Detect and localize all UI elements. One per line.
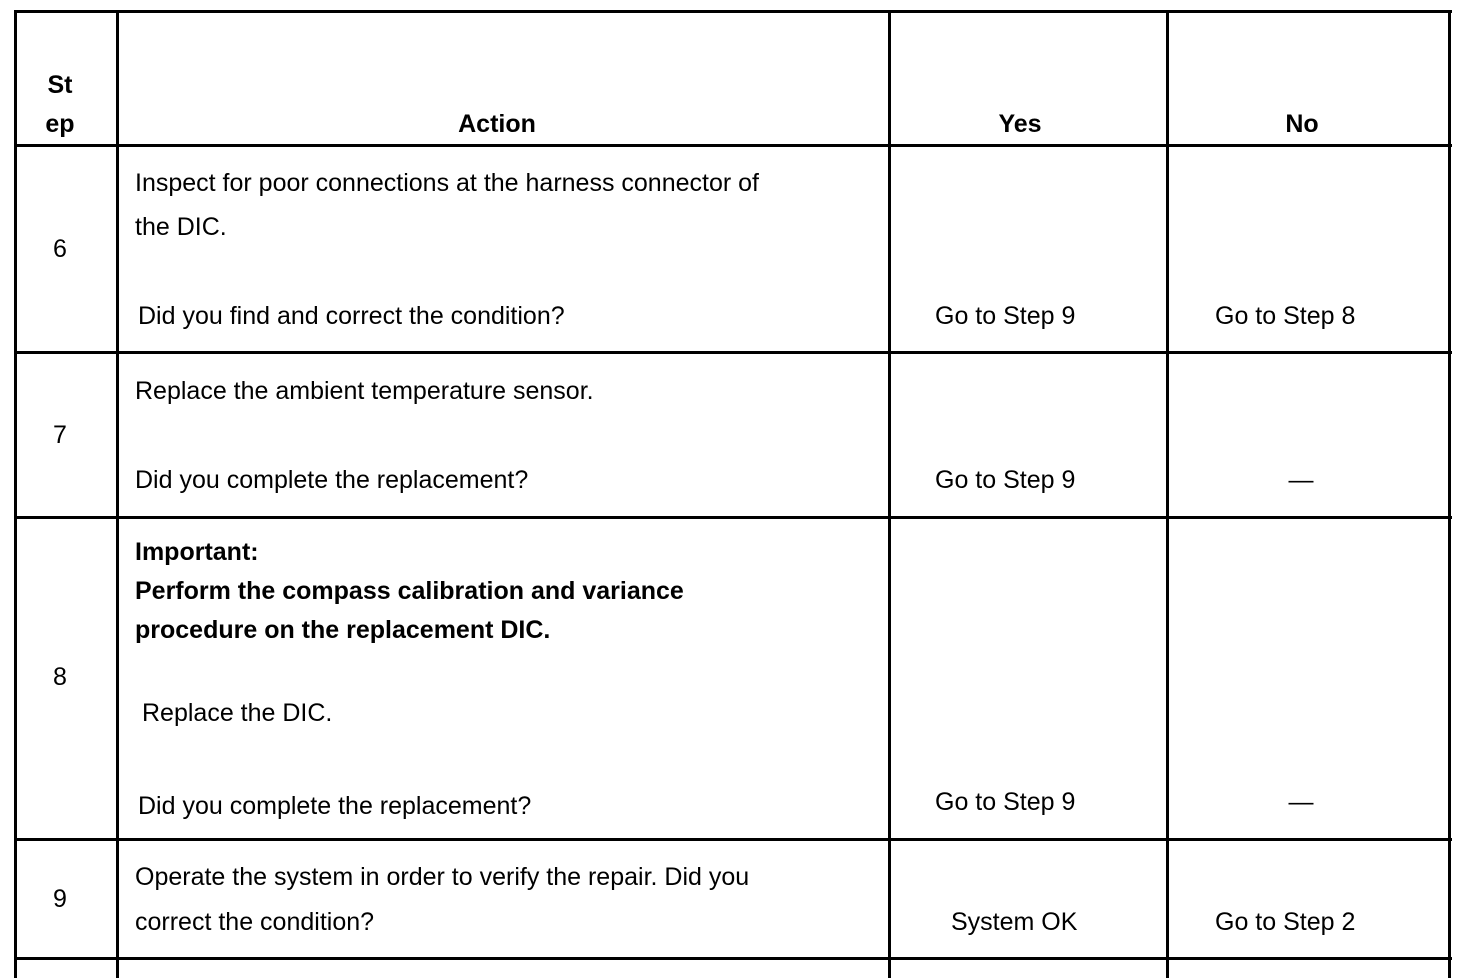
action-question: Did you find and correct the condition? [138,302,565,330]
header-divider [15,144,1452,147]
row-divider [15,838,1452,841]
action-text: Inspect for poor connections at the harness connector of [135,169,759,197]
important-text: procedure on the replacement DIC. [135,616,551,644]
table-border-right [1448,10,1451,978]
column-divider [888,10,891,978]
important-text: Perform the compass calibration and variance [135,577,684,605]
important-label: Important: [135,538,259,566]
no-result: — [1288,466,1314,494]
action-text: correct the condition? [135,908,375,936]
yes-result: Go to Step 9 [935,302,1076,330]
table-border-left [14,10,17,978]
no-result: Go to Step 2 [1215,908,1356,936]
action-question: Did you complete the replacement? [135,466,529,494]
step-number: 9 [53,885,67,913]
yes-result: Go to Step 9 [935,788,1076,816]
action-text: Replace the DIC. [142,699,333,727]
column-divider [116,10,119,978]
table-border-bottom [15,957,1452,960]
row-divider [15,516,1452,519]
header-step-line-2: ep [45,110,75,138]
action-question: Did you complete the replacement? [138,792,532,820]
header-yes: Yes [998,110,1042,138]
no-result: Go to Step 8 [1215,302,1356,330]
yes-result: Go to Step 9 [935,466,1076,494]
header-no: No [1285,110,1319,138]
step-number: 8 [53,663,67,691]
column-divider [1166,10,1169,978]
action-text: Operate the system in order to verify the repair. Did you [135,863,750,891]
step-number: 7 [53,421,67,449]
header-action: Action [458,110,536,138]
row-divider [15,351,1452,354]
action-text: the DIC. [135,213,227,241]
yes-result: System OK [951,908,1078,936]
action-text: Replace the ambient temperature sensor. [135,377,594,405]
no-result: — [1288,788,1314,816]
table-border-top [15,10,1452,13]
step-number: 6 [53,235,67,263]
header-step-line-1: St [47,71,73,99]
